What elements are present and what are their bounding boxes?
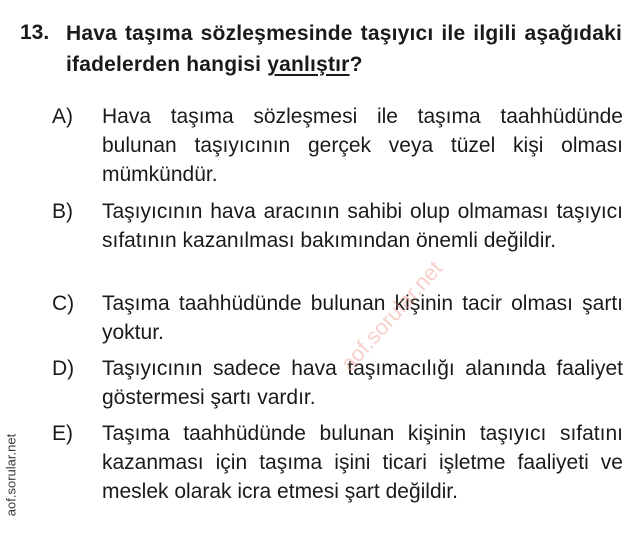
option-text: Taşıma taahhüdünde bulunan kişinin taşıyıcı sıfatını kazanması için taşıma işini ticari işletme faaliyeti ve meslek olarak icra etmesi şart değildir. (102, 422, 623, 503)
question-number: 13. (20, 21, 50, 44)
question-stem-text: Hava taşıma sözleşmesinde taşıyıcı ile ilgili aşağıdaki ifadelerden hangisi (66, 22, 622, 76)
option-letter: B) (52, 200, 73, 223)
option-text: Taşıyıcının sadece hava taşımacılığı alanında faaliyet göstermesi şartı vardır. (102, 357, 623, 409)
option-text: Taşıma taahhüdünde bulunan kişinin tacir olması şartı yoktur. (102, 292, 623, 344)
question-stem (66, 18, 622, 80)
option-text: Hava taşıma sözleşmesi ile taşıma taahhüdünde bulunan taşıyıcının gerçek veya tüzel kişi olması mümkündür. (102, 105, 623, 186)
option-letter: E) (52, 422, 73, 445)
option-letter: C) (52, 292, 75, 315)
question-stem-emphasis: yanlıştır (267, 53, 350, 76)
option-text: Taşıyıcının hava aracının sahibi olup olmaması taşıyıcı sıfatının kazanılması bakımından önemli değildir. (102, 200, 623, 252)
question-stem-mark: ? (349, 53, 363, 76)
side-watermark (0, 400, 22, 550)
option-letter: D) (52, 357, 75, 380)
diagonal-watermark: aof.sorular.net (335, 255, 448, 377)
option-letter: A) (52, 105, 73, 128)
side-watermark-text: aof.sorular.net (3, 433, 19, 517)
